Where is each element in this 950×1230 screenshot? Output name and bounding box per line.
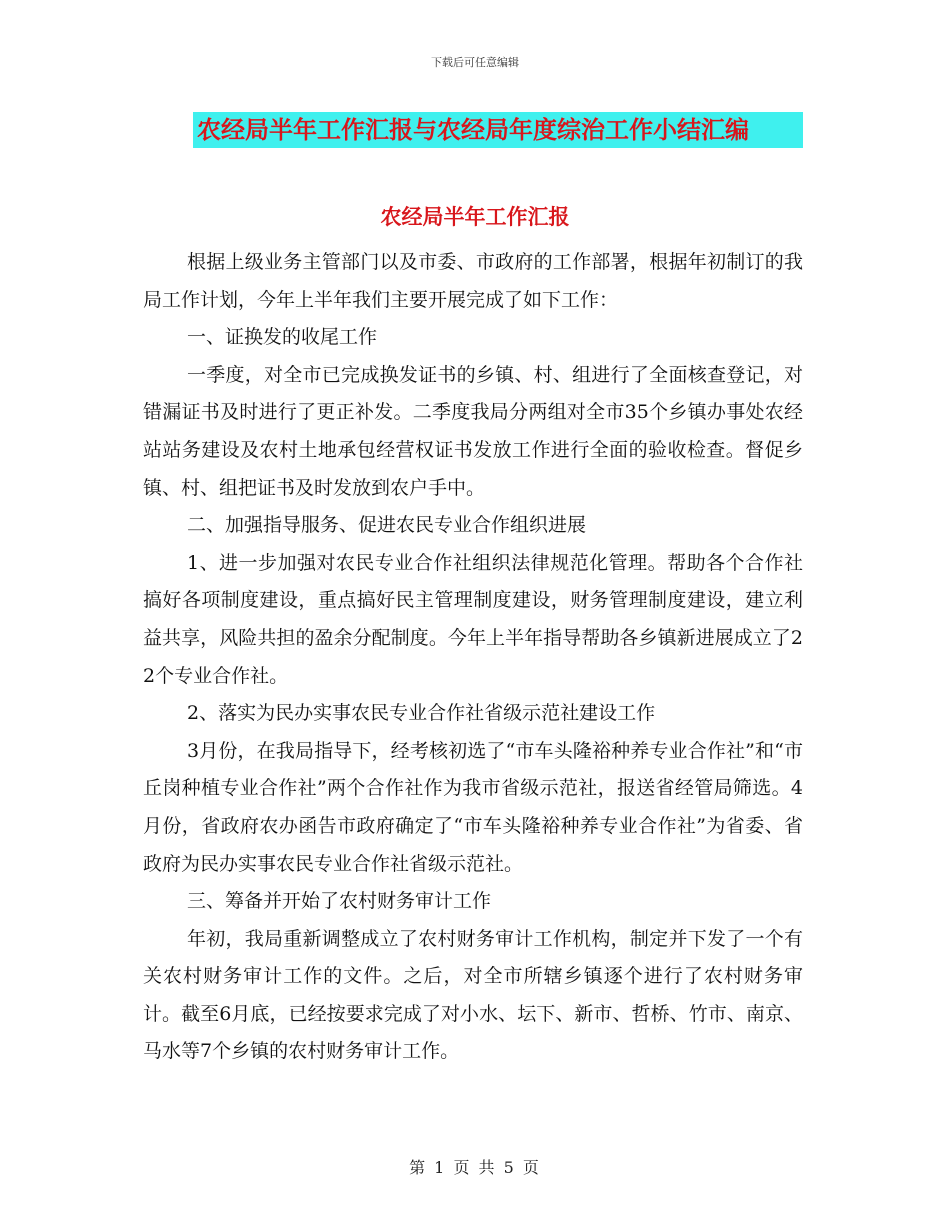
heading-3: 三、筹备并开始了农村财务审计工作 (187, 890, 492, 913)
main-title: 农经局半年工作汇报与农经局年度综治工作小结汇编 (197, 116, 749, 144)
paragraph-1: 一季度，对全市已完成换发证书的乡镇、村、组进行了全面核查登记，对错漏证书及时进行了更正补发。二季度我局分两组对全市35个乡镇办事处农经站站务建设及农村土地承包经营权证书发放工作进行全面的验收检查。督促乡镇、村、组把证书及时发放到农户手中。 (143, 363, 803, 499)
main-title-highlight (193, 112, 803, 148)
subheading-2-2: 2、落实为民办实事农民专业合作社省级示范社建设工作 (187, 702, 656, 725)
header-note: 下载后可任意编辑 (431, 56, 519, 69)
paragraph-intro: 根据上级业务主管部门以及市委、市政府的工作部署，根据年初制订的我局工作计划，今年上半年我们主要开展完成了如下工作： (143, 251, 803, 311)
paragraph-2-2: 3月份，在我局指导下，经考核初选了“市车头隆裕种养专业合作社”和“市丘岗种植专业合作社”两个合作社作为我市省级示范社，报送省经管局筛选。4月份，省政府农办函告市政府确定了“市车头隆裕种养专业合作社”为省委、省政府为民办实事农民专业合作社省级示范社。 (143, 739, 803, 875)
heading-2: 二、加强指导服务、促进农民专业合作组织进展 (187, 514, 587, 537)
paragraph-3: 年初，我局重新调整成立了农村财务审计工作机构，制定并下发了一个有关农村财务审计工作的文件。之后，对全市所辖乡镇逐个进行了农村财务审计。截至6月底，已经按要求完成了对小水、坛下、新市、哲桥、竹市、南京、马水等7个乡镇的农村财务审计工作。 (143, 927, 803, 1063)
heading-1: 一、证换发的收尾工作 (187, 326, 378, 349)
paragraph-2-1: 1、进一步加强对农民专业合作社组织法律规范化管理。帮助各个合作社搞好各项制度建设，重点搞好民主管理制度建设，财务管理制度建设，建立利益共享，风险共担的盈余分配制度。今年上半年指导帮助各乡镇新进展成立了22个专业合作社。 (143, 551, 803, 687)
document-body (143, 244, 803, 1071)
page-indicator: 第 1 页 共 5 页 (409, 1158, 541, 1177)
section-title: 农经局半年工作汇报 (380, 205, 570, 229)
